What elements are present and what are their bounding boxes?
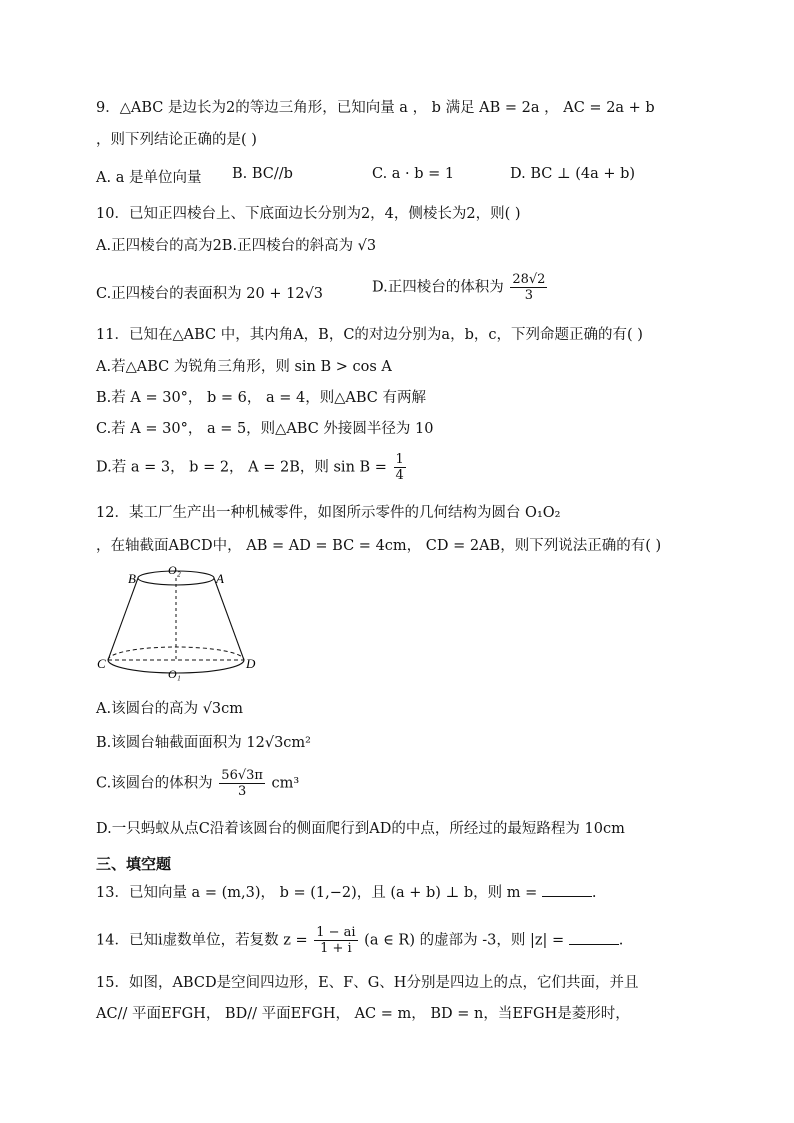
q13-line	[96, 882, 596, 903]
q14-text-post: (a ∈ R) 的虚部为 -3，则 |z| =	[364, 932, 565, 949]
q12-option-c-unit: cm³	[271, 775, 300, 792]
q13-text: 13．已知向量 a = (m,3)， b = (1,−2)，且 (a + b) ⊥ b，则 m =	[96, 885, 538, 901]
q10-option-d-numerator: 28√2	[512, 272, 546, 287]
q11-option-b: B.若 A = 30°， b = 6， a = 4，则△ABC 有两解	[96, 390, 426, 406]
q12-stem-line1: 12．某工厂生产出一种机械零件，如图所示零件的几何结构为圆台 O₁O₂	[96, 505, 561, 521]
q14-text-pre: 14．已知i虚数单位，若复数 z =	[96, 932, 308, 949]
q12-stem-line2: ，在轴截面ABCD中， AB = AD = BC = 4cm， CD = 2AB，则下列说法正确的有( )	[96, 538, 662, 554]
q12-option-c-numerator: 56√3π	[221, 768, 263, 783]
q14-fraction	[314, 925, 357, 956]
q12-option-c-fraction	[219, 768, 265, 799]
q15-line1: 15．如图，ABCD是空间四边形，E、F、G、H分别是四边上的点，它们共面，并且	[96, 975, 639, 991]
q14-line	[96, 925, 623, 956]
q11-option-a: A.若△ABC 为锐角三角形，则 sin B > cos A	[96, 359, 392, 375]
q9-option-b: B. BC//b	[232, 166, 293, 182]
q13-end: .	[591, 885, 597, 901]
q12-option-a: A.该圆台的高为 √3cm	[96, 701, 244, 717]
q10-stem: 10．已知正四棱台上、下底面边长分别为2，4，侧棱长为2，则( )	[96, 206, 521, 222]
frustum-left-side	[108, 578, 138, 660]
q10-option-d-text: D.正四棱台的体积为	[372, 279, 504, 296]
q12-option-c-text: C.该圆台的体积为	[96, 775, 213, 792]
q11-option-c: C.若 A = 30°， a = 5，则△ABC 外接圆半径为 10	[96, 421, 434, 437]
q10-option-d-fraction	[510, 272, 547, 303]
q9-stem-line1: 9．△ABC 是边长为2的等边三角形，已知向量 a ， b 满足 AB = 2a ， AC = 2a + b	[96, 100, 655, 116]
q9-option-a: A. a 是单位向量	[96, 170, 202, 186]
frustum-figure	[96, 562, 266, 682]
q9-option-d: D. BC ⊥ (4a + b)	[510, 166, 636, 182]
section-heading-fill-in: 三、填空题	[96, 855, 172, 873]
q11-option-d-denominator: 4	[395, 468, 404, 483]
label-b: B	[128, 571, 136, 586]
q10-option-c: C.正四棱台的表面积为 20 + 12√3	[96, 286, 324, 302]
q11-stem: 11．已知在△ABC 中，其内角A，B，C的对边分别为a，b，c，下列命题正确的有( )	[96, 327, 643, 343]
q10-option-d	[372, 272, 549, 303]
frustum-right-side	[214, 578, 244, 660]
q12-option-c	[96, 768, 299, 799]
q11-option-d-text: D.若 a = 3， b = 2， A = 2B，则 sin B =	[96, 459, 387, 476]
q14-end: .	[618, 932, 624, 949]
label-o2: O₂	[168, 563, 181, 577]
label-d: D	[246, 656, 256, 671]
q14-denominator: 1 + i	[320, 941, 352, 956]
q12-option-d: D.一只蚂蚁从点C沿着该圆台的侧面爬行到AD的中点，所经过的最短路程为 10cm	[96, 821, 625, 837]
label-c: C	[97, 656, 106, 671]
q15-line2: AC// 平面EFGH， BD// 平面EFGH， AC = m， BD = n，当EFGH是菱形时，	[96, 1006, 630, 1022]
q9-stem-line2: ，则下列结论正确的是( )	[96, 132, 257, 148]
q10-option-ab: A.正四棱台的高为2B.正四棱台的斜高为 √3	[96, 238, 377, 254]
q10-option-d-denominator: 3	[524, 288, 534, 303]
q11-option-d-numerator: 1	[395, 452, 404, 467]
q14-numerator: 1 − ai	[316, 925, 356, 940]
q11-option-d-fraction	[394, 452, 406, 483]
label-o1: O₁	[168, 667, 181, 681]
q13-answer-blank[interactable]	[542, 882, 592, 897]
q14-answer-blank[interactable]	[569, 930, 619, 945]
q11-option-d	[96, 452, 408, 483]
q9-option-c: C. a · b = 1	[372, 166, 455, 182]
label-a: A	[216, 571, 224, 586]
q12-option-c-denominator: 3	[237, 784, 247, 799]
q12-option-b: B.该圆台轴截面面积为 12√3cm²	[96, 735, 311, 751]
